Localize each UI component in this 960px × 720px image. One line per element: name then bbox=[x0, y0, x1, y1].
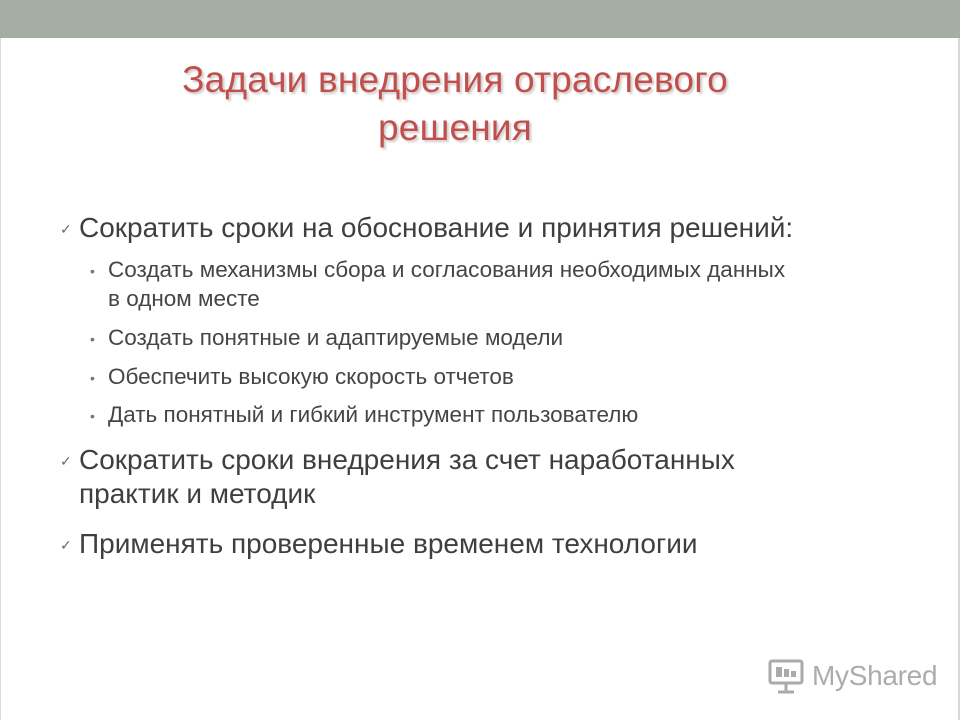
list-item-level2: Создать понятные и адаптируемые модели bbox=[108, 325, 564, 350]
myshared-watermark bbox=[768, 656, 937, 696]
list-item-level2: Дать понятный и гибкий инструмент пользователю bbox=[108, 402, 639, 427]
presentation-board-icon bbox=[768, 658, 804, 694]
slide-title-line-1: Задачи внедрения отраслевого bbox=[182, 59, 728, 100]
bullet-icon: • bbox=[90, 370, 95, 386]
list-item-level1: Сократить сроки на обоснование и принятия решений: bbox=[79, 212, 794, 243]
bullet-icon: • bbox=[90, 408, 95, 424]
bullet-icon: • bbox=[90, 263, 95, 279]
list-item-level2-line-2: в одном месте bbox=[108, 286, 260, 311]
check-icon: ✓ bbox=[60, 537, 72, 553]
list-item-level1: Применять проверенные временем технологии bbox=[79, 528, 698, 559]
watermark-text: MyShared bbox=[812, 660, 938, 691]
list-item-level1-line-1: Сократить сроки внедрения за счет наработанных bbox=[79, 444, 735, 475]
list-item-level2: Обеспечить высокую скорость отчетов bbox=[108, 364, 514, 389]
slide-title-line-2: решения bbox=[378, 107, 532, 148]
list-item-level1-line-2: практик и методик bbox=[79, 478, 316, 509]
list-item-level2-line-1: Создать механизмы сбора и согласования необходимых данных bbox=[108, 257, 786, 282]
check-icon: ✓ bbox=[60, 221, 72, 237]
check-icon: ✓ bbox=[60, 453, 72, 469]
bullet-icon: • bbox=[90, 331, 95, 347]
